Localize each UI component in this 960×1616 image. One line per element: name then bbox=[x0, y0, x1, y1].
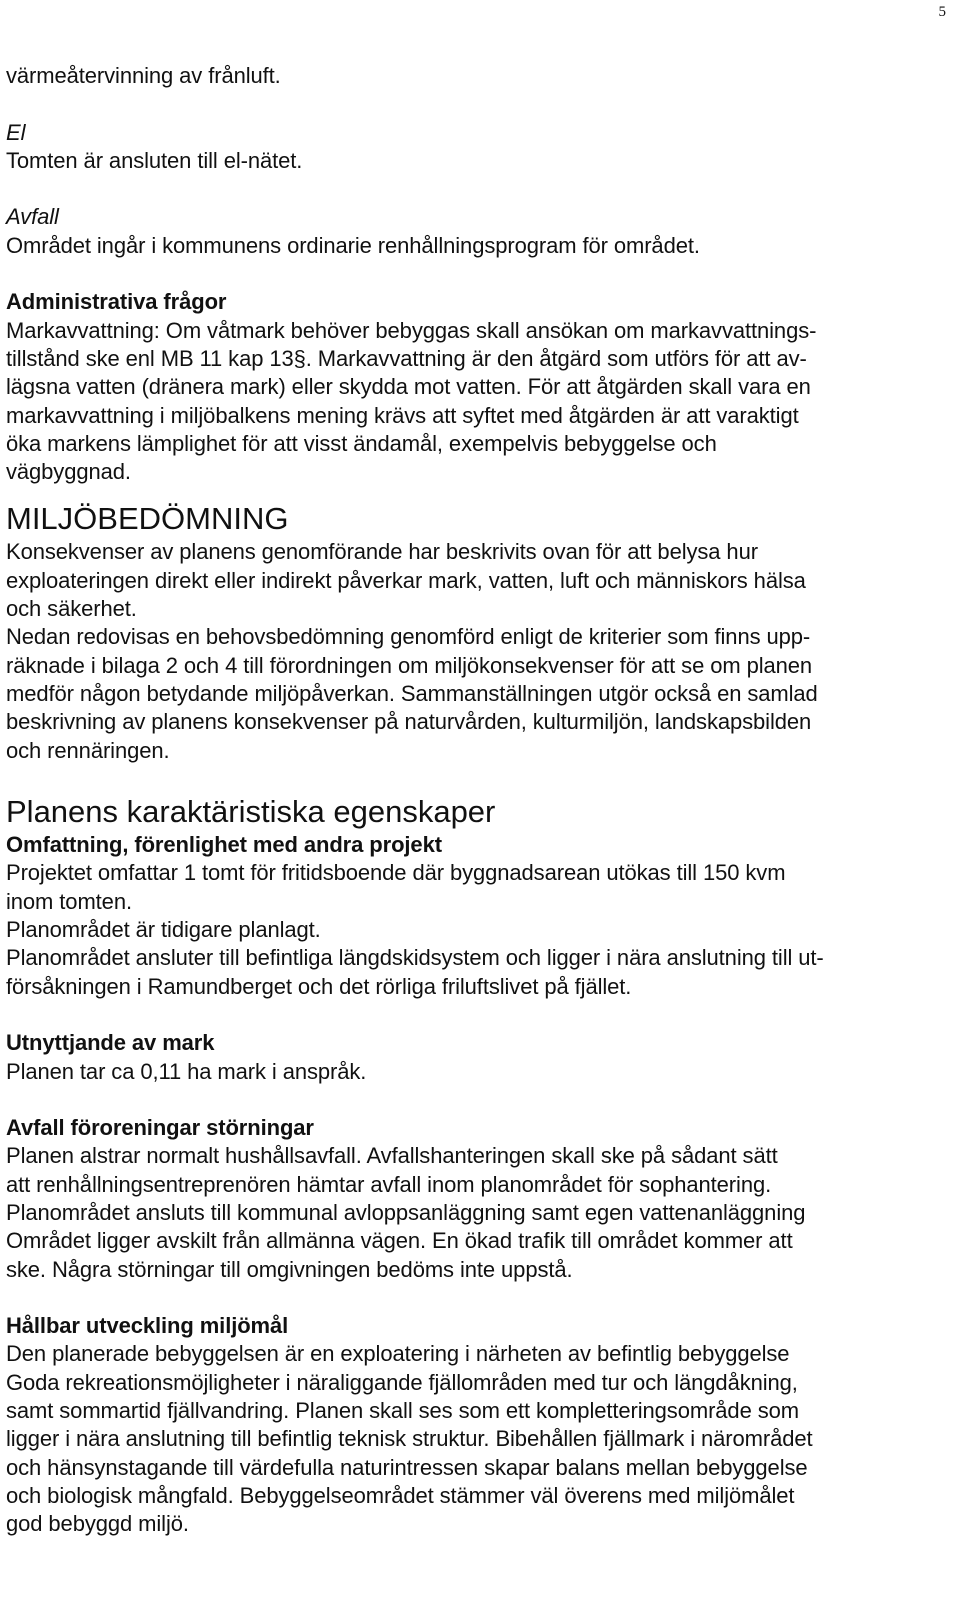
text-line: beskrivning av planens konsekvenser på naturvården, kulturmiljön, landskapsbilden bbox=[6, 709, 812, 735]
page-number: 5 bbox=[938, 4, 946, 20]
text-line: och hänsynstagande till värdefulla naturintressen skapar balans mellan bebyggelse bbox=[6, 1454, 808, 1480]
text-line: och biologisk mångfald. Bebyggelseområdet stämmer väl överens med miljömålet bbox=[6, 1482, 795, 1508]
hallbar-heading: Hållbar utveckling miljömål bbox=[6, 1313, 289, 1339]
administrativa-paragraph bbox=[6, 317, 941, 487]
text-line: Planområdet ansluts till kommunal avloppsanläggning samt egen vattenanläggning bbox=[6, 1199, 806, 1225]
text-line: Planen tar ca 0,11 ha mark i anspråk. bbox=[6, 1058, 367, 1084]
text-line: lägsna vatten (dränera mark) eller skydda mot vatten. För att åtgärden skall vara en bbox=[6, 374, 811, 400]
text-line: Planen alstrar normalt hushållsavfall. Avfallshanteringen skall ske på sådant sätt bbox=[6, 1143, 778, 1169]
spacer bbox=[6, 765, 941, 793]
text-line: ligger i nära anslutning till befintlig teknisk struktur. Bibehållen fjällmark i närområdet bbox=[6, 1426, 813, 1452]
text-line: Markavvattning: Om våtmark behöver bebyggas skall ansökan om markavvattnings- bbox=[6, 317, 817, 343]
text-line: räknade i bilaga 2 och 4 till förordningen om miljökonsekvenser för att se om planen bbox=[6, 652, 813, 678]
avfall-text: Området ingår i kommunens ordinarie renhållningsprogram för området. bbox=[6, 232, 700, 258]
text-line: inom tomten. bbox=[6, 888, 132, 914]
text-line: öka markens lämplighet för att visst ändamål, exempelvis bebyggelse och bbox=[6, 430, 717, 456]
spacer bbox=[6, 486, 941, 500]
text-line: försåkningen i Ramundberget och det rörliga friluftslivet på fjället. bbox=[6, 973, 632, 999]
text-line: Goda rekreationsmöjligheter i näraliggande fjällområden med tur och längdåkning, bbox=[6, 1369, 798, 1395]
spacer bbox=[6, 90, 941, 118]
text-line: Planområdet ansluter till befintliga längdskidsystem och ligger i nära anslutning till ut- bbox=[6, 945, 824, 971]
omfattning-heading: Omfattning, förenlighet med andra projekt bbox=[6, 832, 442, 858]
text-line: tillstånd ske enl MB 11 kap 13§. Markavvattning är den åtgärd som utförs för att av- bbox=[6, 345, 807, 371]
text-line: exploateringen direkt eller indirekt påverkar mark, vatten, luft och människors hälsa bbox=[6, 567, 806, 593]
avfall-fororeningar-paragraph bbox=[6, 1142, 941, 1283]
text-line: Området ligger avskilt från allmänna vägen. En ökad trafik till området kommer att bbox=[6, 1228, 793, 1254]
spacer bbox=[6, 1001, 941, 1029]
spacer bbox=[6, 175, 941, 203]
avfall-fororeningar-heading: Avfall föroreningar störningar bbox=[6, 1115, 314, 1141]
text-line: Konsekvenser av planens genomförande har beskrivits ovan för att belysa hur bbox=[6, 539, 758, 565]
text-line: och säkerhet. bbox=[6, 596, 137, 622]
miljobedomning-paragraph bbox=[6, 538, 941, 764]
text-line: Planområdet är tidigare planlagt. bbox=[6, 917, 321, 943]
spacer bbox=[6, 1086, 941, 1114]
text-line: Nedan redovisas en behovsbedömning genomförd enligt de kriterier som finns upp- bbox=[6, 624, 811, 650]
el-text: Tomten är ansluten till el-nätet. bbox=[6, 147, 303, 173]
document-body bbox=[6, 62, 941, 1539]
spacer bbox=[6, 1284, 941, 1312]
text-line: vägbyggnad. bbox=[6, 459, 131, 485]
planens-heading: Planens karaktäristiska egenskaper bbox=[6, 794, 496, 830]
text-line: samt sommartid fjällvandring. Planen skall ses som ett kompletteringsområde som bbox=[6, 1398, 799, 1424]
text-line: att renhållningsentreprenören hämtar avfall inom planområdet för sophantering. bbox=[6, 1171, 772, 1197]
text-line: markavvattning i miljöbalkens mening krävs att syftet med åtgärden är att varaktigt bbox=[6, 402, 799, 428]
omfattning-paragraph bbox=[6, 859, 941, 1000]
utnyttjande-heading: Utnyttjande av mark bbox=[6, 1030, 215, 1056]
avfall-heading: Avfall bbox=[6, 204, 59, 230]
text-line: och rennäringen. bbox=[6, 737, 170, 763]
el-heading: El bbox=[6, 119, 26, 145]
intro-text: värmeåtervinning av frånluft. bbox=[6, 63, 281, 88]
text-line: medför någon betydande miljöpåverkan. Sammanställningen utgör också en samlad bbox=[6, 680, 818, 706]
text-line: god bebyggd miljö. bbox=[6, 1511, 189, 1537]
administrativa-heading: Administrativa frågor bbox=[6, 289, 227, 315]
text-line: Den planerade bebyggelsen är en exploatering i närheten av befintlig bebyggelse bbox=[6, 1341, 790, 1367]
miljobedomning-heading: MILJÖBEDÖMNING bbox=[6, 501, 289, 537]
text-line: ske. Några störningar till omgivningen bedöms inte uppstå. bbox=[6, 1256, 573, 1282]
spacer bbox=[6, 260, 941, 288]
text-line: Projektet omfattar 1 tomt för fritidsboende där byggnadsarean utökas till 150 kvm bbox=[6, 860, 786, 886]
hallbar-paragraph bbox=[6, 1340, 941, 1538]
